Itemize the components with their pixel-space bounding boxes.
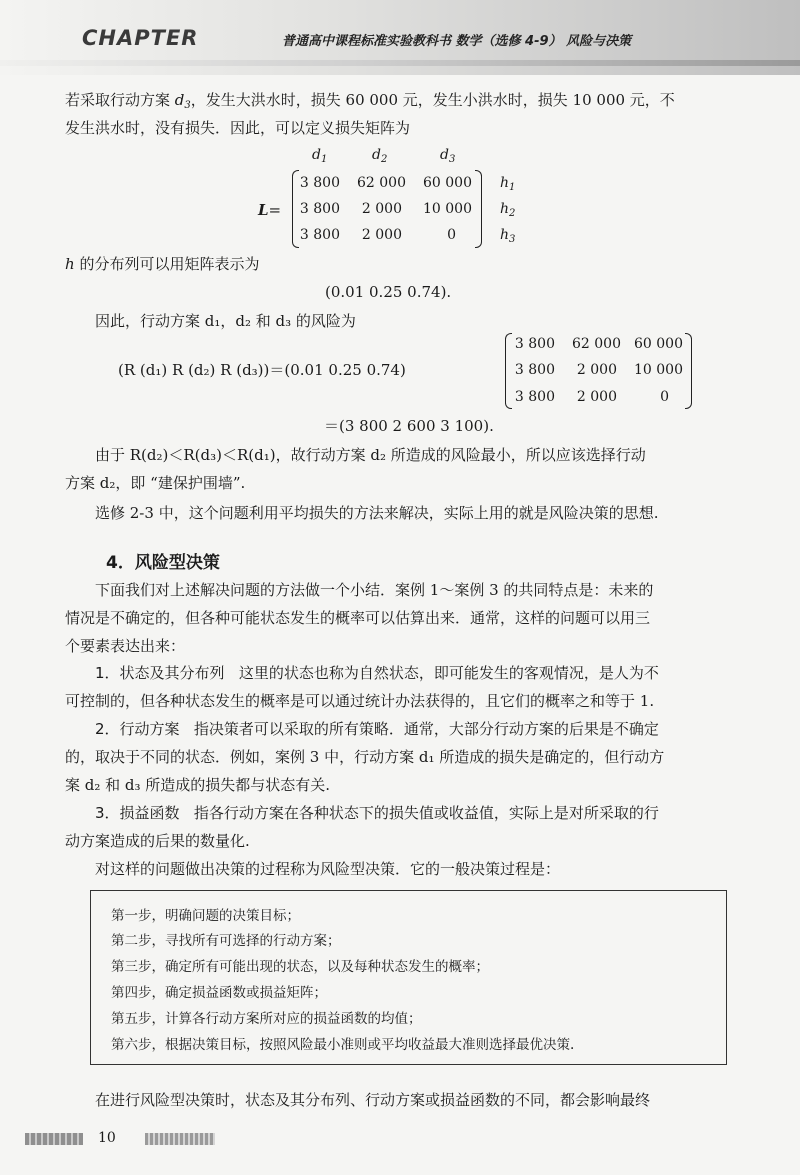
cell-3-1: 3 800 — [299, 227, 340, 243]
chapter-label: CHAPTER — [82, 26, 199, 50]
para1-line1 — [65, 90, 675, 116]
section-title: 4．风险型决策 — [106, 553, 220, 573]
item2-line1 — [95, 719, 659, 739]
h-symbol: h — [65, 255, 75, 273]
row-label-1: $h_1$ — [500, 175, 516, 193]
risk-cell-1-3: 60 000 — [634, 336, 683, 352]
item3-label: 3．损益函数 — [95, 804, 180, 822]
cell-1-1: 3 800 — [299, 175, 340, 191]
conclusion-line2: 方案 d₂，即 “建保护围墙”. — [65, 474, 246, 492]
para1-line2: 发生洪水时，没有损失．因此，可以定义损失矩阵为 — [65, 119, 411, 137]
item3-line2: 动方案造成的后果的数量化. — [65, 832, 250, 850]
item2-line3: 案 d₂ 和 d₃ 所造成的损失都与状态有关. — [65, 776, 331, 794]
risk-cell-3-3: 0 — [660, 389, 669, 405]
step-2: 第二步，寻找所有可选择的行动方案； — [111, 933, 341, 949]
cell-1-2: 62 000 — [357, 175, 406, 191]
conclusion-line1: 由于 R(d₂)＜R(d₃)＜R(d₁)，故行动方案 d₂ 所造成的风险最小，所以应该选择行动 — [95, 446, 646, 464]
item2-text: 指决策者可以采取的所有策略．通常，大部分行动方案的后果是不确定 — [193, 720, 659, 738]
book-title: 普通高中课程标准实验教科书 数学（选修 4-9） 风险与决策 — [282, 34, 632, 49]
risk-intro: 因此，行动方案 d₁，d₂ 和 d₃ 的风险为 — [95, 312, 356, 330]
section-intro-2: 情况是不确定的，但各种可能状态发生的概率可以估算出来．通常，这样的问题可以用三 — [65, 609, 651, 627]
col-label-3: $d_3$ — [440, 147, 456, 165]
remark: 选修 2-3 中，这个问题利用平均损失的方法来解决，实际上用的就是风险决策的思想. — [95, 504, 659, 522]
page-number: 10 — [98, 1130, 116, 1146]
risk-cell-3-2: 2 000 — [576, 389, 617, 405]
cell-3-2: 2 000 — [361, 227, 402, 243]
step-4: 第四步，确定损益函数或损益矩阵； — [111, 985, 327, 1001]
risk-cell-1-1: 3 800 — [514, 336, 555, 352]
item3-line1 — [95, 803, 659, 823]
para1-line1-text-b: ，发生大洪水时，损失 60 000 元，发生小洪水时，损失 10 000 元，不 — [190, 91, 675, 109]
item1-line1 — [95, 663, 659, 683]
footer-decoration-left — [25, 1133, 83, 1145]
risk-lhs: (R (d₁) R (d₂) R (d₃))＝(0.01 0.25 0.74) — [118, 361, 406, 379]
page-header — [0, 0, 800, 75]
matrix-L-label: L= — [258, 201, 282, 219]
closing-line: 在进行风险型决策时，状态及其分布列、行动方案或损益函数的不同，都会影响最终 — [95, 1091, 651, 1109]
risk-result: ＝(3 800 2 600 3 100). — [324, 417, 494, 435]
cell-2-2: 2 000 — [361, 201, 402, 217]
process-line — [95, 859, 560, 879]
distribution-text: 的分布列可以用矩阵表示为 — [74, 255, 260, 273]
risk-cell-3-1: 3 800 — [514, 389, 555, 405]
item1-text: 这里的状态也称为自然状态，即可能发生的客观情况，是人为不 — [238, 664, 659, 682]
risk-matrix-right-bracket — [685, 333, 692, 409]
step-3: 第三步，确定所有可能出现的状态，以及每种状态发生的概率； — [111, 959, 489, 975]
distribution-line — [65, 254, 259, 274]
step-5: 第五步，计算各行动方案所对应的损益函数的均值； — [111, 1011, 422, 1027]
cell-2-1: 3 800 — [299, 201, 340, 217]
cell-3-3: 0 — [447, 227, 456, 243]
step-6: 第六步，根据决策目标，按照风险最小准则或平均收益最大准则选择最优决策. — [111, 1037, 575, 1053]
process-text-a: 对这样的问题做出决策的过程称为 — [95, 860, 321, 878]
item1-label: 1．状态及其分布列 — [95, 664, 225, 682]
cell-2-3: 10 000 — [423, 201, 472, 217]
row-label-2: $h_2$ — [500, 201, 516, 219]
risk-cell-2-2: 2 000 — [576, 362, 617, 378]
risk-cell-1-2: 62 000 — [572, 336, 621, 352]
action-d3: $d_3$ — [174, 91, 191, 111]
col-label-1: $d_1$ — [312, 147, 328, 165]
item2-label: 2．行动方案 — [95, 720, 180, 738]
risk-cell-2-3: 10 000 — [634, 362, 683, 378]
step-1: 第一步，明确问题的决策目标； — [111, 908, 300, 924]
col-label-2: $d_2$ — [372, 147, 388, 165]
header-rule — [0, 60, 800, 66]
matrix-L-right-bracket — [475, 170, 482, 248]
decision-steps-box — [90, 890, 727, 1065]
item3-text: 指各行动方案在各种状态下的损失值或收益值，实际上是对所采取的行 — [193, 804, 659, 822]
distribution-vector: (0.01 0.25 0.74). — [325, 283, 452, 301]
item1-line2: 可控制的，但各种状态发生的概率是可以通过统计办法获得的，且它们的概率之和等于 1. — [65, 692, 655, 710]
section-intro-3: 个要素表达出来： — [65, 637, 186, 655]
item2-line2: 的，取决于不同的状态．例如，案例 3 中，行动方案 d₁ 所造成的损失是确定的，但行动方 — [65, 748, 665, 766]
process-term: 风险型决策 — [320, 860, 396, 878]
cell-1-3: 60 000 — [423, 175, 472, 191]
para1-line1-text-a: 若采取行动方案 — [65, 91, 175, 109]
row-label-3: $h_3$ — [500, 227, 516, 245]
footer-decoration-right — [145, 1133, 215, 1145]
process-text-b: ．它的一般决策过程是： — [395, 860, 561, 878]
section-intro-1: 下面我们对上述解决问题的方法做一个小结．案例 1～案例 3 的共同特点是：未来的 — [95, 581, 654, 599]
risk-cell-2-1: 3 800 — [514, 362, 555, 378]
